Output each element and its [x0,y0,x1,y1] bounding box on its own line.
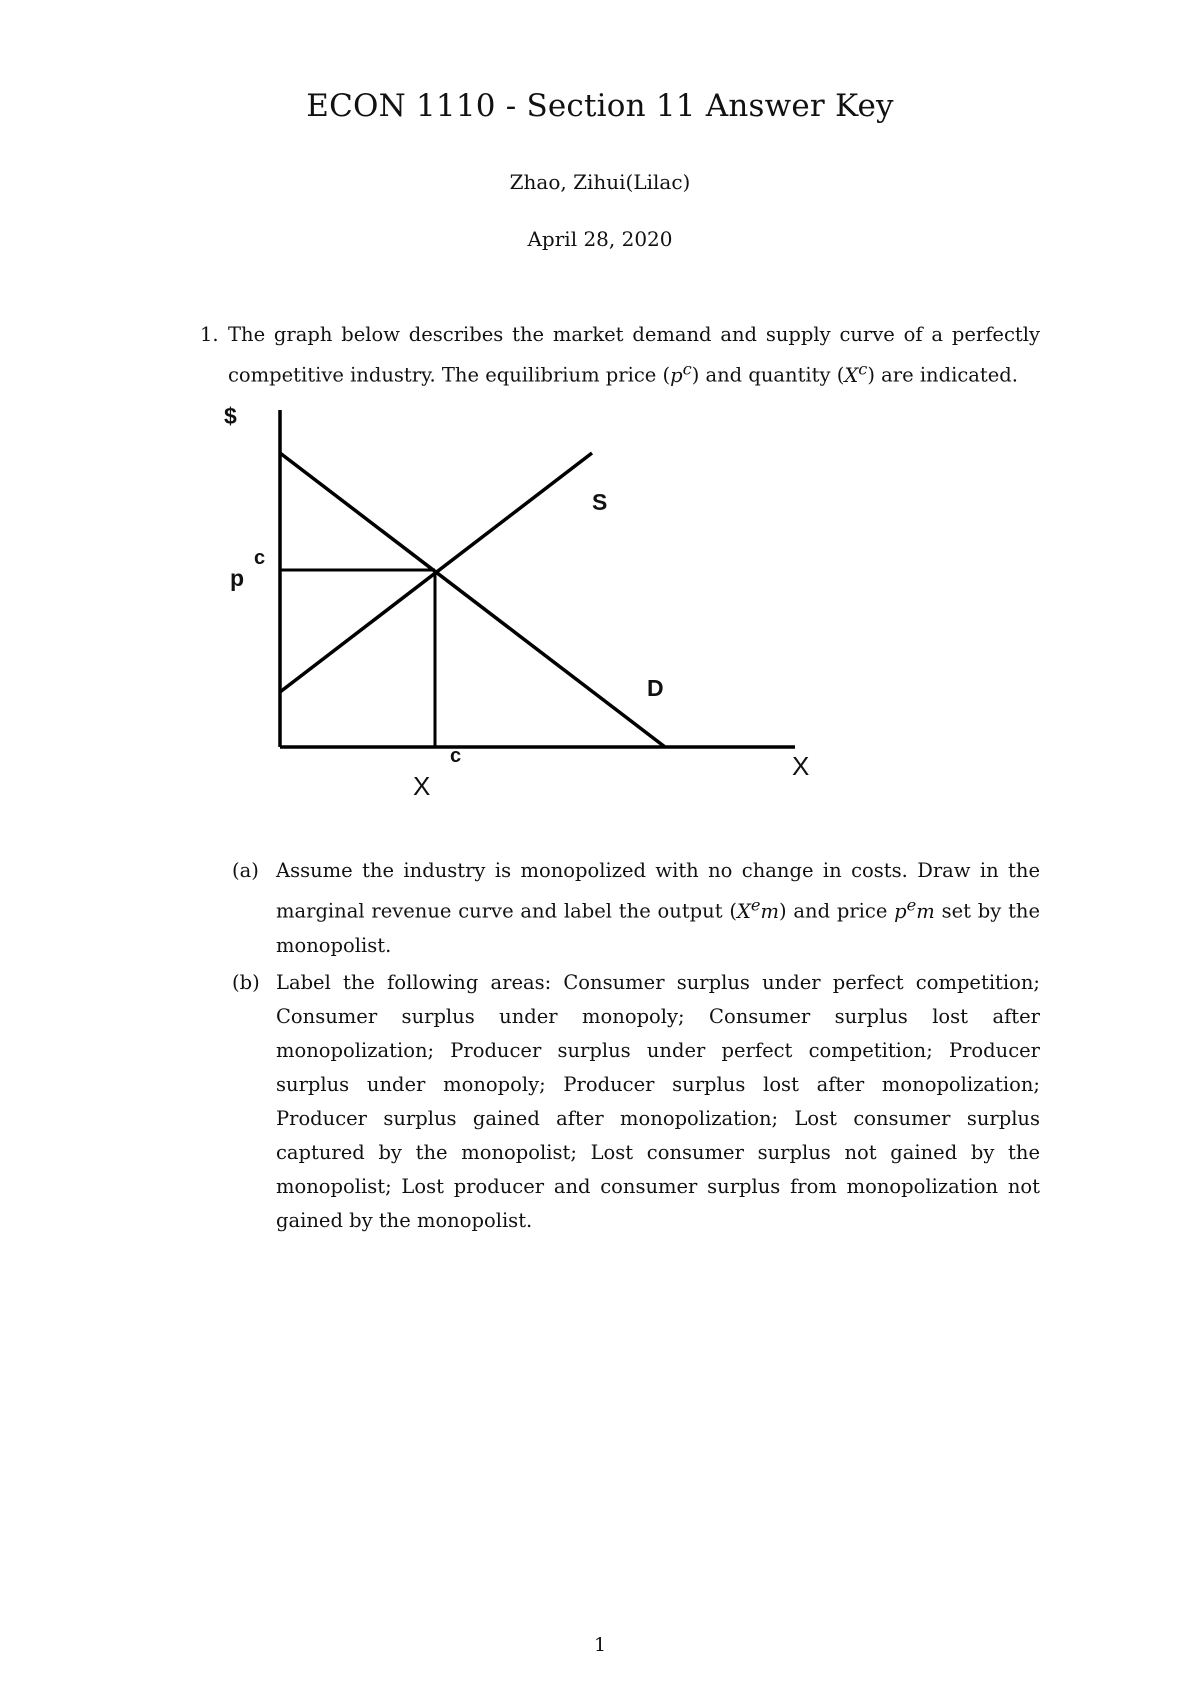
price-label-superscript: c [254,547,266,569]
question-1b-marker: (b) [232,971,260,994]
q1a-text-part-1: Assume the industry is monopolized with no change in costs. Draw in the marginal revenue curve and label the output ( [276,859,1040,923]
supply-demand-graph [200,395,860,815]
monopoly-output-symbol: Xem [736,895,779,923]
question-1-text [228,318,1040,393]
q1a-text-part-3: set by the monopolist. [276,899,1041,957]
page-number: 1 [593,1634,607,1656]
monopoly-price-symbol: $p^em$ [894,895,935,923]
question-1-number: 1. [200,323,219,346]
document-title: ECON 1110 - Section 11 Answer Key [306,88,894,124]
question-1 [200,318,1040,393]
supply-label: S [592,489,608,515]
question-1b-text: Label the following areas: Consumer surplus under perfect competition; Consumer surplus under monopoly; Consumer surplus lost after monopolization; Producer surplus under perfect competition; Producer surplus under monopoly; Producer surplus lost after monopolization; Producer surplus gained after monopolization; Lost consumer surplus captured by the monopolist; Lost consumer surplus not gained by the monopolist; Lost producer and consumer surplus from monopolization not gained by the monopolist. [276,971,1040,1232]
q1a-text-part-2: ) and price [778,899,895,923]
equilibrium-price-symbol: $p^c$ [670,359,692,387]
x-axis-label: X [792,751,810,781]
question-1a-marker: (a) [232,859,259,882]
price-label: p [230,565,245,591]
question-1a-text [276,854,1040,963]
date-line: April 28, 2020 [527,227,673,251]
q1-text-part-1: The graph below describes the market demand and supply curve of a perfectly competitive industry. The equilibrium price ( [228,323,1040,387]
q1-text-part-3: ) are indicated. [867,363,1018,387]
graph-canvas [200,395,860,815]
quantity-label: X [413,771,431,801]
question-1a [232,854,1040,963]
equilibrium-quantity-symbol: $X^c$ [844,359,868,387]
question-1b [232,966,1040,1238]
y-axis-label: $ [224,403,237,429]
q1-text-part-2: ) and quantity ( [691,363,845,387]
demand-label: D [647,675,664,701]
author-line: Zhao, Zihui(Lilac) [509,170,691,194]
quantity-label-superscript: c [450,745,462,767]
